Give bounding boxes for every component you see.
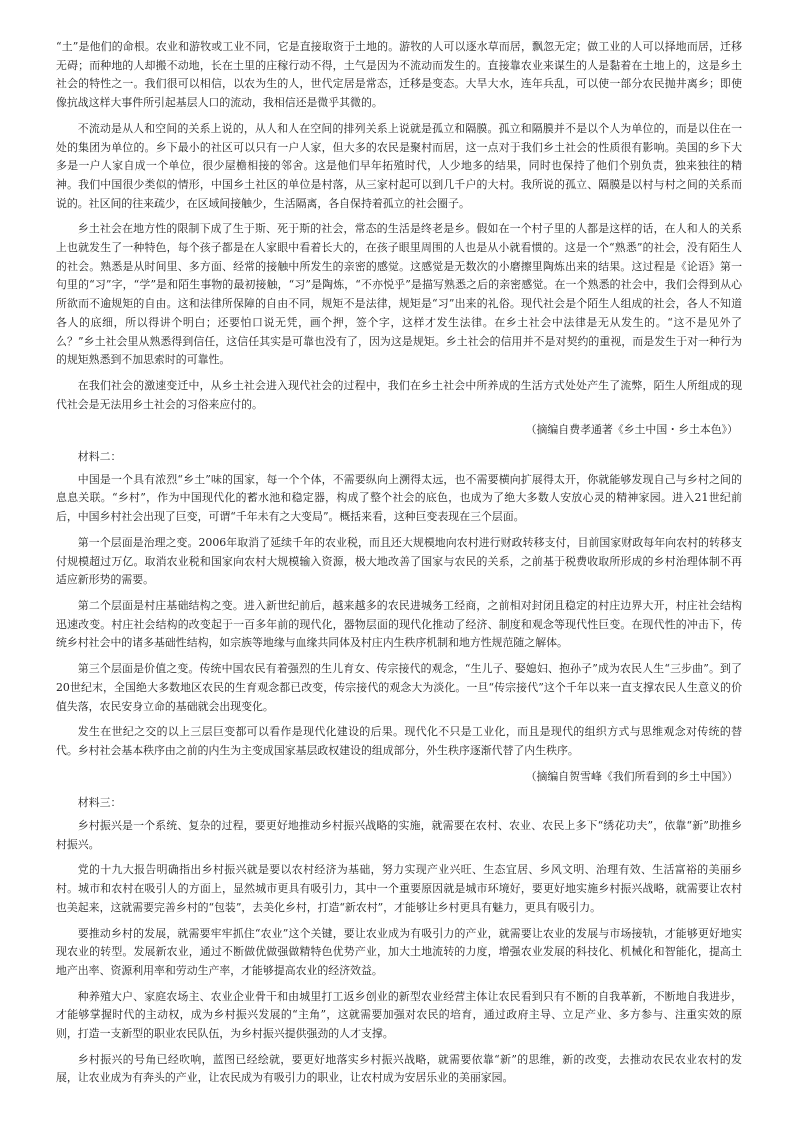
material-three-paragraph-2: 党的十九大报告明确指出乡村振兴就是要以农村经济为基础，努力实现产业兴旺、生态宜居、乡风文明、治理有效、生活富裕的美丽乡村。城市和农村在吸引人的方面上，显然城市更具有吸引力，其中一个重要原因就是城市环境好，要更好地实施乡村振兴战略，就需要让农村也美起来，这就需要完善乡村的“包装”，去美化乡村，打造“新农村”，才能够让乡村更具有魅力，更具有吸引力。 <box>56 863 742 914</box>
material-two <box>56 448 742 786</box>
material-one-paragraph-1: “土”是他们的命根。农业和游牧或工业不同，它是直接取资于土地的。游牧的人可以逐水草而居，飘忽无定；做工业的人可以择地而居，迁移无碍；而种地的人却搬不动地，长在土里的庄稼行动不得，土气是因为不流动而发生的。直接靠农业来谋生的人是黏着在土地上的，这是乡土社会的特性之一。我们很可以相信，以农为生的人，世代定居是常态，迁移是变态。大旱大水，连年兵乱，可以使一部分农民抛井离乡；即使像抗战这样大事件所引起基层人口的流动，我相信还是微乎其微的。 <box>56 40 742 110</box>
material-two-paragraph-3: 第二个层面是村庄基础结构之变。进入新世纪前后，越来越多的农民进城务工经商，之前相对封闭且稳定的村庄边界大开，村庄社会结构迅速改变。村庄社会结构的改变起于一百多年前的现代化，器物层面的现代化推动了经济、制度和观念等现代性巨变。在现代性的冲击下，传统乡村社会中的诸多基础性结构，如宗族等地缘与血缘共同体及村庄内生秩序机制和地方性规范随之解体。 <box>56 598 742 650</box>
material-two-paragraph-2: 第一个层面是治理之变。2006年取消了延续千年的农业税，而且还大规模地向农村进行财政转移支付，目前国家财政每年向农村的转移支付规模超过万亿。取消农业税和国家向农村大规模输入资源，极大地改善了国家与农民的关系，之前基于税费收取所形成的乡村治理体制不再适应新形势的需要。 <box>56 535 742 587</box>
material-three <box>56 794 742 1088</box>
material-one-paragraph-4: 在我们社会的激速变迁中，从乡土社会进入现代社会的过程中，我们在乡土社会中所养成的生活方式处处产生了流弊，陌生人所组成的现代社会是无法用乡土社会的习俗来应付的。 <box>56 378 742 411</box>
material-three-paragraph-4: 种养殖大户、家庭农场主、农业企业骨干和由城里打工返乡创业的新型农业经营主体让农民看到只有不断的自我革新，不断地自我进步，才能够掌握时代的主动权，成为乡村振兴发展的“主角”，这就需要加强对农民的培育，通过政府主导、立足产业、多方参与、注重实效的原则，打造一支新型的职业农民队伍，为乡村振兴提供强劲的人才支撑。 <box>56 989 742 1041</box>
material-two-paragraph-4: 第三个层面是价值之变。传统中国农民有着强烈的生儿育女、传宗接代的观念，“生儿子、娶媳妇、抱孙子”成为农民人生“三步曲”。到了20世纪末，全国绝大多数地区农民的生育观念都已改变，传宗接代的观念大为淡化。一旦“传宗接代”这个千年以来一直支撑农民人生意义的价值失落，农民安身立命的基础就会出现变化。 <box>56 662 742 713</box>
material-one-source: （摘编自费孝通著《乡土中国・乡土本色》） <box>525 423 738 437</box>
material-one <box>56 38 742 440</box>
material-two-paragraph-1: 中国是一个具有浓烈“乡土”味的国家，每一个个体，不需要纵向上溯得太远，也不需要横向扩展得太开，你就能够发现自己与乡村之间的息息关联。“乡村”，作为中国现代化的蓄水池和稳定器，构成了整个社会的底色，也成为了绝大多数人安放心灵的精神家园。进入21世纪前后，中国乡村社会出现了巨变，可谓“千年未有之大变局”。概括来看，这种巨变表现在三个层面。 <box>56 472 742 524</box>
material-one-paragraph-2: 不流动是从人和空间的关系上说的，从人和人在空间的排列关系上说就是孤立和隔膜。孤立和隔膜并不是以个人为单位的，而是以住在一处的集团为单位的。乡下最小的社区可以只有一户人家，但大多的农民是聚村而居，这一点对于我们乡土社会的性质很有影响。美国的乡下大多是一户人家自成一个单位，很少屋檐相接的邻舍。这是他们早年拓殖时代，人少地多的结果，同时也保持了他们个别负责，独来独往的精神。我们中国很少类似的情形，中国乡土社区的单位是村落，从三家村起可以到几千户的大村。我所说的孤立、隔膜是以村与村之间的关系而说的。社区间的往来疏少，在区域间接触少，生活隔离，各自保持着孤立的社会圈子。 <box>56 121 742 210</box>
material-two-heading: 材料二： <box>77 450 122 464</box>
material-three-paragraph-3: 要推动乡村的发展，就需要牢牢抓住“农业”这个关键，要让农业成为有吸引力的产业，就需要让农业的发展与市场接轨，才能够更好地实现农业的转型。发展新农业，通过不断做优做强做精特色优势产业，加大土地流转的力度，增强农业发展的科技化、机械化和智能化，提高土地产出率、资源利用率和劳动生产率，才能够提高农业的经济效益。 <box>56 926 743 977</box>
material-three-paragraph-5: 乡村振兴的号角已经吹响，蓝图已经绘就，要更好地落实乡村振兴战略，就需要依靠“新”的思维，新的改变，去推动农民农业农村的发展，让农业成为有奔头的产业，让农民成为有吸引力的职业，让农村成为安居乐业的美丽家园。 <box>56 1052 742 1085</box>
material-two-source: （摘编自贺雪峰《我们所看到的乡土中国》） <box>525 769 738 783</box>
material-three-heading: 材料三： <box>77 796 122 810</box>
material-one-paragraph-3: 乡土社会在地方性的限制下成了生于斯、死于斯的社会，常态的生活是终老是乡。假如在一个村子里的人都是这样的话，在人和人的关系上也就发生了一种特色，每个孩子都是在人家眼中看着长大的，在孩子眼里周围的人也是从小就看惯的。这是一个“熟悉”的社会，没有陌生人的社会。熟悉是从时间里、多方面、经常的接触中所发生的亲密的感觉。这感觉是无数次的小磨擦里陶炼出来的结果。这过程是《论语》第一句里的“习”字，“学”是和陌生事物的最初接触，“习”是陶炼，“不亦悦乎”是描写熟悉之后的亲密感觉。在一个熟悉的社会中，我们会得到从心所欲而不逾规矩的自由。这和法律所保障的自由不同，规矩不是法律，规矩是“习”出来的礼俗。现代社会是个陌生人组成的社会，各人不知道各人的底细，所以得讲个明白；还要怕口说无凭，画个押，签个字，这样才发生法律。在乡土社会中法律是无从发生的。“这不是见外了么？”乡土社会里从熟悉得到信任，这信任其实是可靠也没有了，因为这是规矩。乡土社会的信用并不是对契约的重视，而是发生于对一种行为的规矩熟悉到不加思索时的可靠性。 <box>56 222 742 367</box>
material-three-paragraph-1: 乡村振兴是一个系统、复杂的过程，要更好地推动乡村振兴战略的实施，就需要在农村、农业、农民上多下“绣花功夫”，依靠“新”助推乡村振兴。 <box>56 819 742 851</box>
material-two-paragraph-5: 发生在世纪之交的以上三层巨变都可以看作是现代化建设的后果。现代化不只是工业化，而且是现代的组织方式与思维观念对传统的替代。乡村社会基本秩序由之前的内生为主变成国家基层政权建设的组成部分，外生秩序逐渐代替了内生秩序。 <box>56 725 742 757</box>
